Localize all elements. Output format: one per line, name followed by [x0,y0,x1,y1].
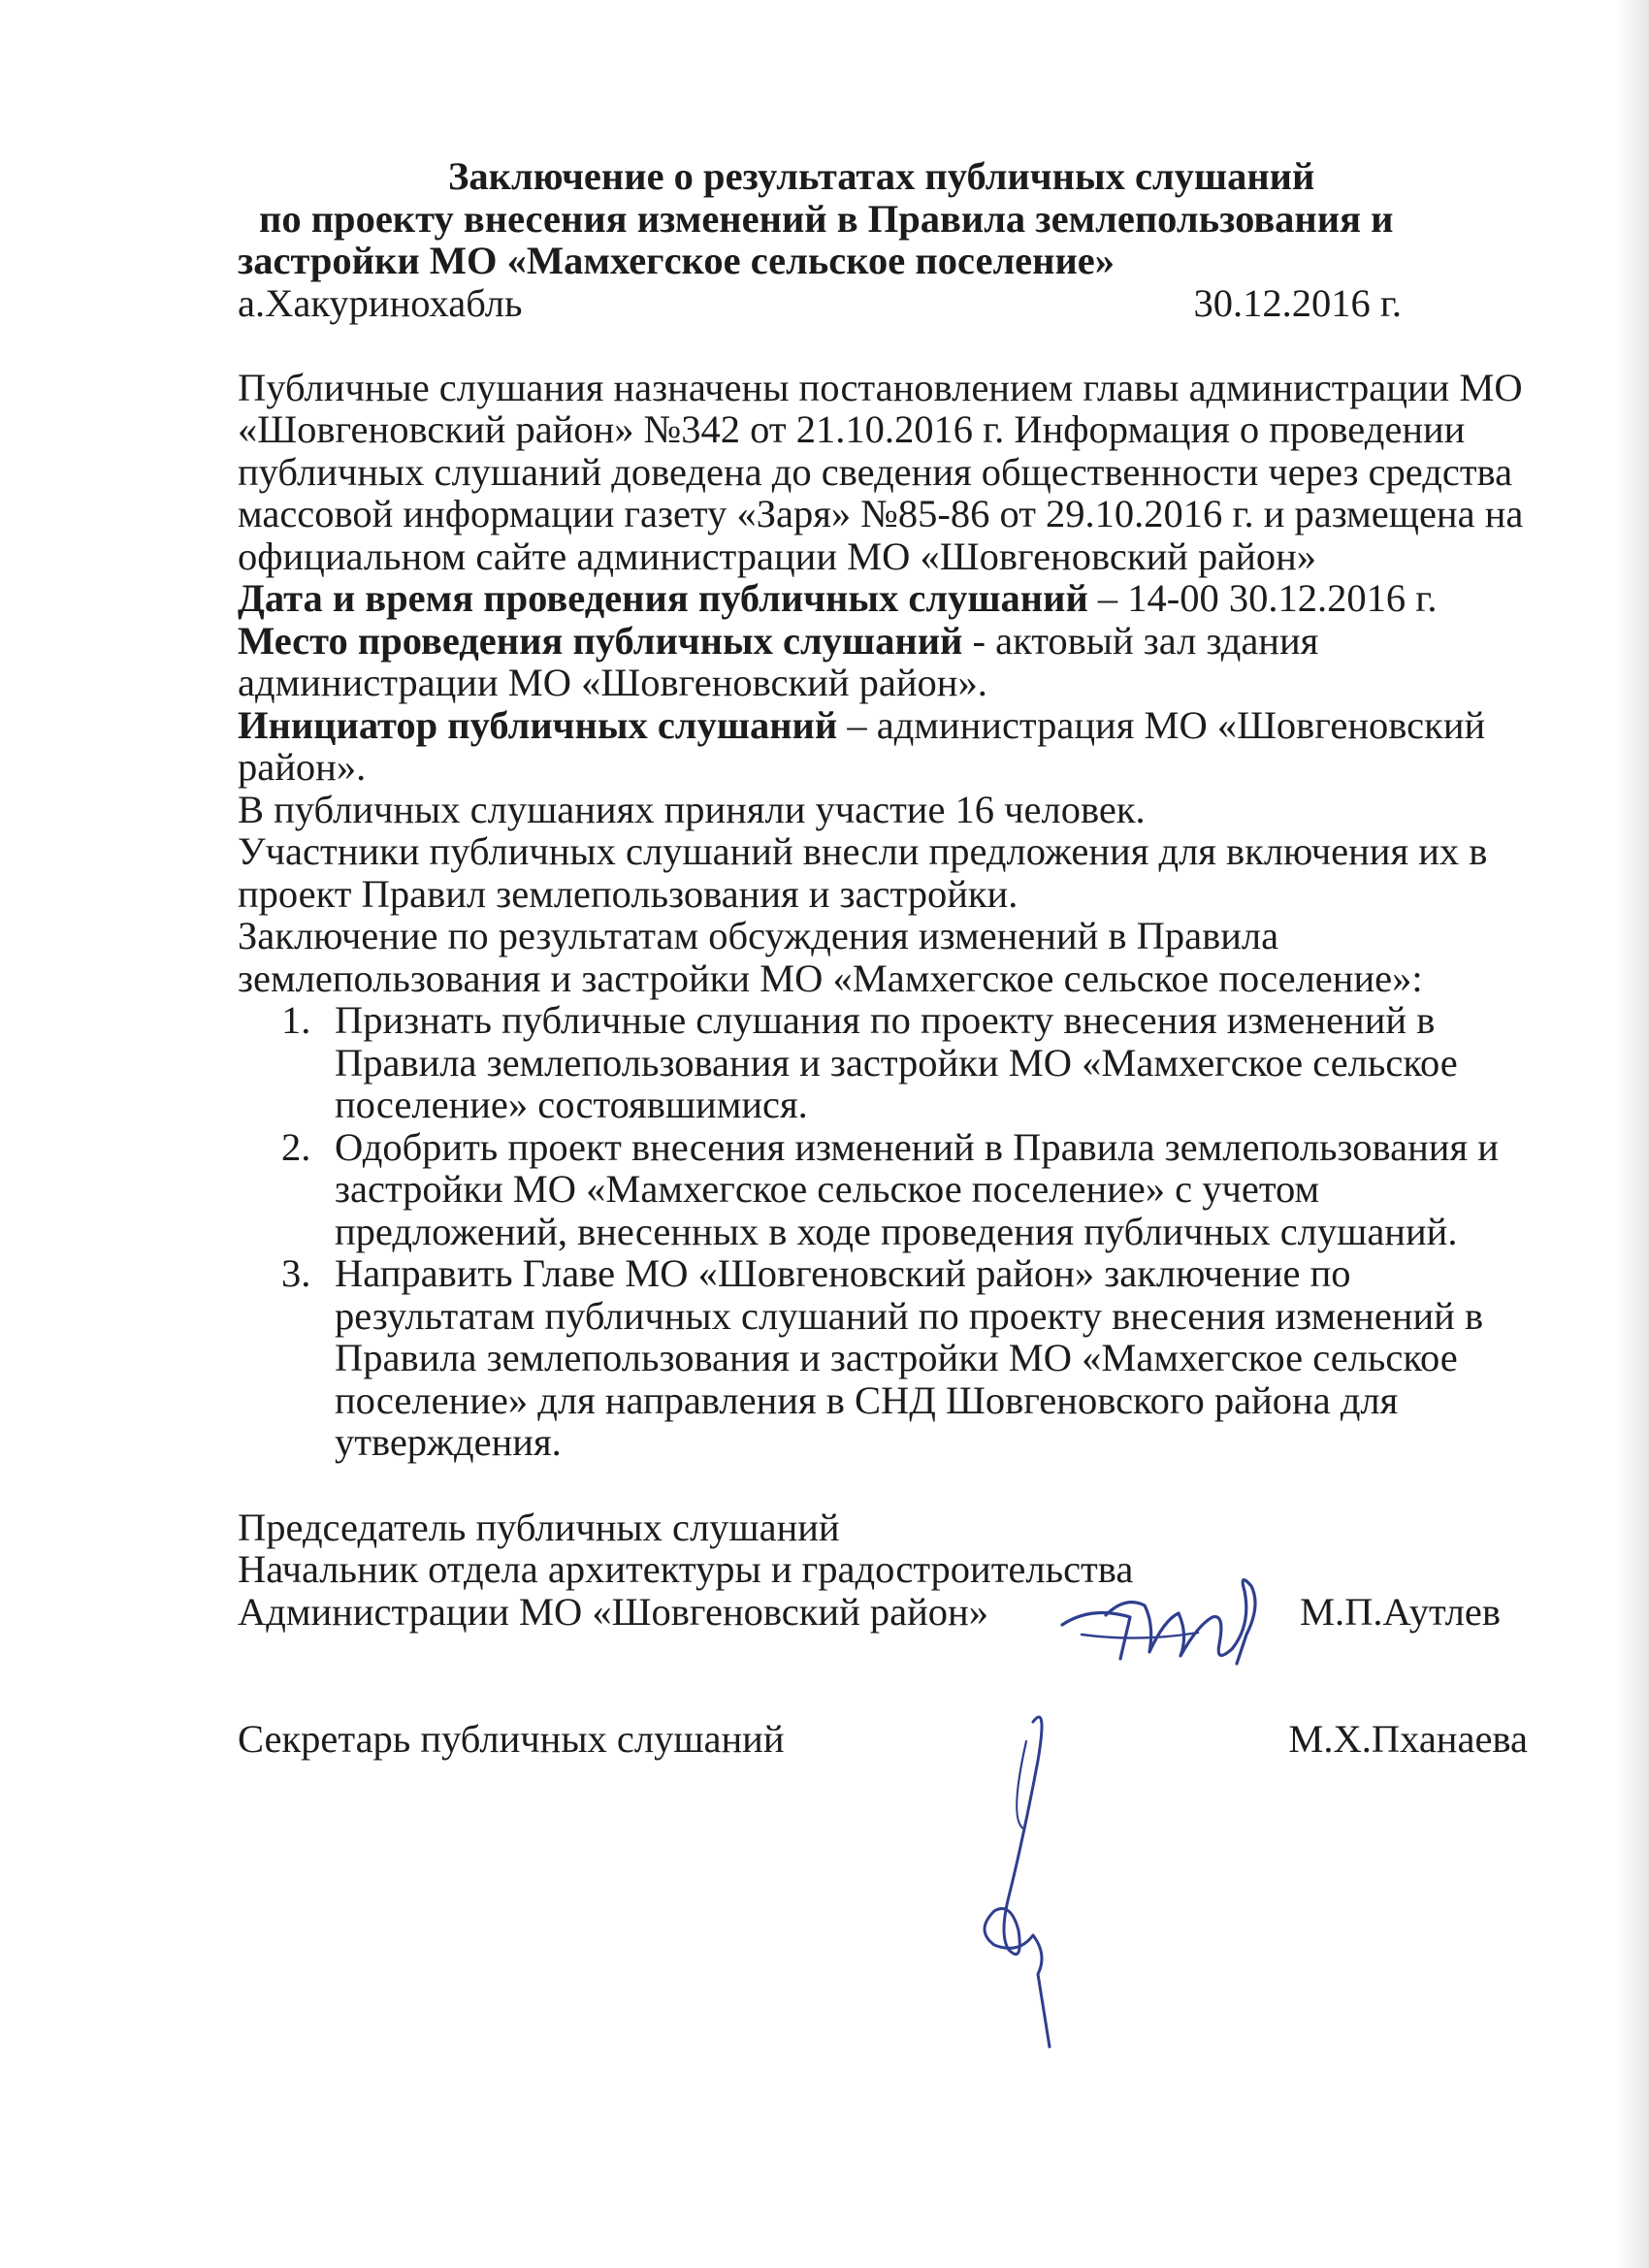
title-line-1: Заключение о результатах публичных слушаний [448,154,1315,198]
proposals-line: Участники публичных слушаний внесли предложения для включения их в [238,829,1488,873]
chairman-title-2: Начальник отдела архитектуры и градостроительства [238,1547,1134,1591]
intro-line: Публичные слушания назначены постановлением главы администрации МО [238,365,1523,409]
list-item-number: 1. [281,998,311,1042]
venue-line-2: администрации МО «Шовгеновский район». [238,661,987,704]
list-item-text: Признать публичные слушания по проекту внесения изменений в Правила землепользования и застройки МО «Мамхегское сельское поселение» состоявшимися. [335,998,1458,1126]
proposals-paragraph [238,830,1528,915]
initiator-line-2: район». [238,745,367,789]
title-line-2: по проекту внесения изменений в Правила землепользования и [259,196,1394,241]
venue-value: - актовый зал здания [962,618,1319,663]
list-item [281,999,1528,1126]
list-item [281,1126,1528,1253]
participants-line: В публичных слушаниях приняли участие 16 человек. [238,787,1146,831]
proposals-line: проект Правил землепользования и застройки. [238,871,1018,916]
document-title [238,155,1528,282]
signatures-block [238,1507,1528,1761]
place: а.Хакуринохабль [238,280,523,325]
chairman-name: М.П.Аутлев [1300,1589,1501,1634]
intro-paragraph [238,367,1528,578]
list-item-number: 2. [281,1124,311,1169]
datetime-line [238,577,1528,620]
document-body [238,155,1528,1761]
conclusion-line: землепользования и застройки МО «Мамхегское сельское поселение»: [238,956,1423,1000]
conclusion-intro [238,915,1528,999]
initiator-block [238,704,1528,789]
list-item-text: Направить Главе МО «Шовгеновский район» заключение по результатам публичных слушаний по проекту внесения изменений в Правила землепользования и застройки МО «Мамхегское сельское поселение» для направления в СНД Шовгеновского района для утверждения. [335,1251,1484,1464]
intro-line: официальном сайте администрации МО «Шовгеновский район» [238,534,1317,578]
scan-page-edge [1616,0,1649,2268]
document-date: 30.12.2016 г. [1193,280,1402,325]
initiator-label: Инициатор публичных слушаний [238,702,838,747]
chairman-row [238,1591,1528,1634]
initiator-value: – администрация МО «Шовгеновский [837,702,1486,747]
secretary-name: М.Х.Пханаева [1288,1717,1528,1761]
chairman-title-3: Администрации МО «Шовгеновский район» [238,1589,988,1634]
datetime-label: Дата и время проведения публичных слушаний [238,576,1088,620]
intro-line: публичных слушаний доведена до сведения общественности через средства [238,449,1513,494]
intro-line: массовой информации газету «Заря» №85-86 от 29.10.2016 г. и размещена на [238,492,1524,535]
venue-block [238,620,1528,704]
conclusion-line: Заключение по результатам обсуждения изменений в Правила [238,914,1279,957]
intro-line: «Шовгеновский район» №342 от 21.10.2016 г. Информация о проведении [238,407,1466,451]
datetime-value: – 14-00 30.12.2016 г. [1087,576,1438,620]
secretary-row [238,1718,1528,1761]
chairman-title-1: Председатель публичных слушаний [238,1505,840,1549]
secretary-label: Секретарь публичных слушаний [238,1717,785,1761]
list-item [281,1252,1528,1464]
list-item-text: Одобрить проект внесения изменений в Правила землепользования и застройки МО «Мамхегское сельское поселение» с учетом предложений, внесенных в ходе проведения публичных слушаний. [335,1124,1499,1253]
place-date-row [238,282,1402,325]
decision-list [238,999,1528,1464]
title-line-3: застройки МО «Мамхегское сельское поселение» [238,239,1116,282]
venue-label: Место проведения публичных слушаний [238,618,963,663]
list-item-number: 3. [281,1251,311,1295]
